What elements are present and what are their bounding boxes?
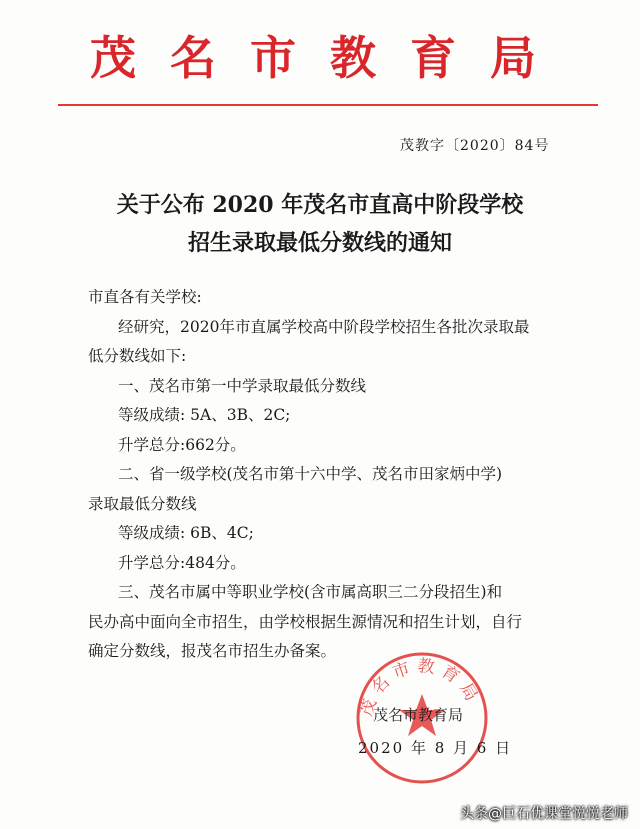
section-2-grades: 等级成绩: 6B、4C; (118, 524, 254, 542)
section-1-grades: 等级成绩: 5A、3B、2C; (118, 406, 291, 424)
section-1-total-score: 升学总分:662分。 (118, 435, 246, 454)
notice-title-line-2: 招生录取最低分数线的通知 (187, 230, 452, 256)
notice-title (0, 186, 640, 262)
section-1-heading: 一、茂名市第一中学录取最低分数线 (118, 376, 367, 395)
section-2-heading-line-1: 二、省一级学校(茂名市第十六中学、茂名市田家炳中学) (118, 465, 503, 483)
section-2-heading-line-2: 录取最低分数线 (88, 494, 197, 513)
notice-title-line-1: 关于公布 2020 年茂名市直高中阶段学校 (116, 192, 524, 218)
intro-paragraph-line-2: 低分数线如下: (88, 347, 187, 365)
section-3-line-3: 确定分数线，报茂名市招生办备案。 (88, 642, 337, 660)
section-3-line-1: 三、茂名市属中等职业学校(含市属高职三二分段招生)和 (118, 583, 503, 601)
notice-body (88, 283, 588, 667)
watermark-text: 头条@巨石优课堂悦悦老师 (460, 806, 628, 822)
section-2-total-score: 升学总分:484分。 (118, 553, 246, 572)
intro-paragraph-line-1: 经研究，2020年市直属学校高中阶段学校招生各批次录取最 (118, 317, 530, 336)
svg-text:茂名市教育局: 茂名市教育局 (356, 656, 485, 719)
letterhead-title: 茂名市教育局 (90, 31, 570, 85)
letterhead-red-rule (58, 104, 598, 106)
source-watermark (460, 803, 628, 823)
signature-organization: 茂名市教育局 (373, 706, 464, 724)
section-3-line-2: 民办高中面向全市招生，由学校根据生源情况和招生计划，自行 (88, 612, 523, 631)
signature-date: 2020 年 8 月 6 日 (358, 739, 513, 757)
salutation: 市直各有关学校: (88, 288, 202, 306)
document-number: 茂教字〔2020〕84号 (400, 138, 550, 154)
